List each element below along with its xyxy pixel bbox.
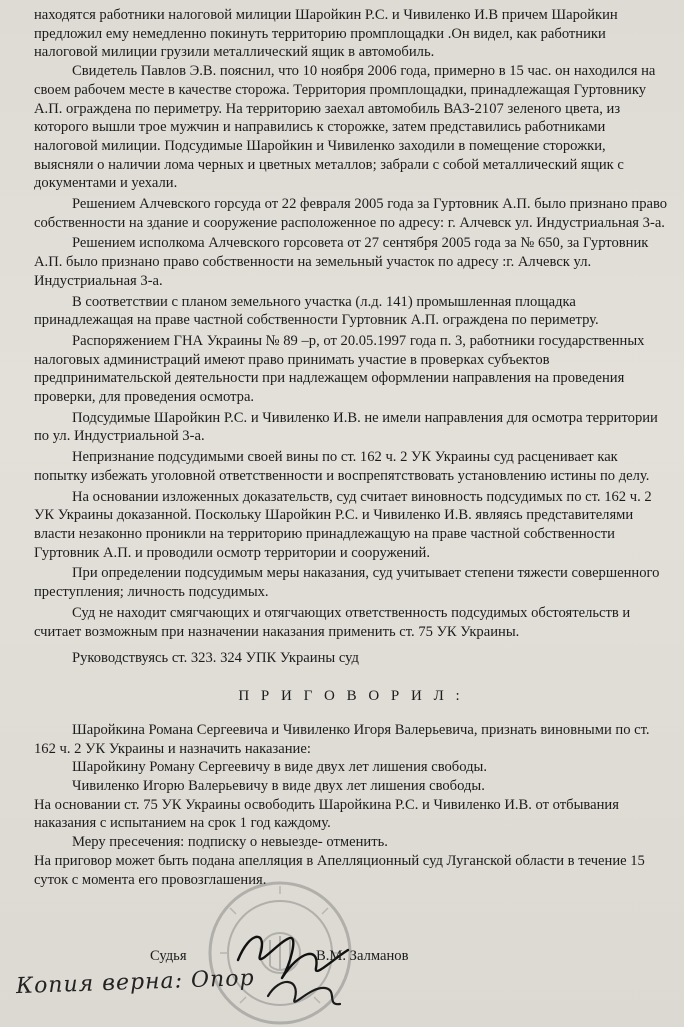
verdict-line-6: На приговор может быть подана апелляция в Апелляционный суд Луганской области в течение 15 суток с момента его провозглашения. (34, 852, 645, 888)
handwritten-signature-icon (150, 966, 350, 1016)
paragraph-12: Руководствуясь ст. 323. 324 УПК Украины суд (72, 650, 359, 667)
judge-label: Судья (150, 948, 187, 964)
paragraph-3: Решением Алчевского горсуда от 22 февраля 2005 года за Гуртовник А.П. было признано право собственности на здание и сооружение расположенное по адресу: г. Алчевск ул. Индустриальная 3-а. (34, 196, 668, 231)
verdict-line-3: Чивиленко Игорю Валерьевичу в виде двух лет лишения свободы. (72, 778, 485, 795)
paragraph-8: Непризнание подсудимыми своей вины по ст. 162 ч. 2 УК Украины суд расценивает как попытку избежать уголовной ответственности и воспрепятствовать установлению истины по делу. (34, 449, 650, 484)
paragraph-9: На основании изложенных доказательств, суд считает виновность подсудимых по ст. 162 ч. 2 УК Украины доказанной. Поскольку Шаройкин Р.С. и Чивиленко И.В. являясь представителями власти незаконно проникли на территорию принадлежащую на праве частной собственности Гуртовник А.П. и проводили осмотр территории и сооружений. (34, 488, 652, 561)
paragraph-6: Распоряжением ГНА Украины № 89 –р, от 20.05.1997 года п. 3, работники государственных налоговых администраций имеют право принимать участие в проверках субъектов предпринимательской деятельности при надлежащем оформлении направления на проведения проверки, для проведения осмотра. (34, 332, 645, 406)
verdict-line-5: Меру пресечения: подписку о невыезде- отменить. (72, 834, 388, 851)
verdict-line-2: Шаройкину Роману Сергеевичу в виде двух лет лишения свободы. (72, 759, 487, 776)
verdict-heading: П Р И Г О В О Р И Л : (238, 687, 464, 704)
paragraph-1: находятся работники налоговой милиции Шаройкин Р.С. и Чивиленко И.В причем Шаройкин предложил ему немедленно покинуть территорию промплощадки .Он видел, как работники налоговой милиции грузили металлический ящик в автомобиль. (34, 7, 618, 61)
paragraph-2: Свидетель Павлов Э.В. пояснил, что 10 ноября 2006 года, примерно в 15 час. он находился на своем рабочем месте в качестве сторожа. Территория промплощадки, принадлежащая Гуртовнику А.П. ограждена по периметру. На территорию заехал автомобиль ВАЗ-2107 зеленого цвета, из которого вышли трое мужчин и направились к сторожке, затем представились работниками налоговой милиции. Подсудимые Шаройкин и Чивиленко заходили в помещение сторожки, выясняли о наличии лома черных и цветных металлов; забрали с собой металлический ящик с документами и уехали. (34, 63, 656, 192)
verdict-line-4: На основании ст. 75 УК Украины освободить Шаройкина Р.С. и Чивиленко И.В. от отбывания наказания с испытанием на срок 1 год каждому. (34, 796, 619, 832)
judge-name: В.М. Залманов (316, 948, 409, 964)
paragraph-4: Решением исполкома Алчевского горсовета от 27 сентября 2005 года за № 650, за Гуртовник А.П. было признано право собственности на земельный участок по адресу :г. Алчевск ул. Индустриальная 3-а. (34, 235, 649, 289)
handwritten-copy-note: Копия верна: Onop (15, 965, 255, 1000)
verdict-line-1: Шаройкина Романа Сергеевича и Чивиленко Игоря Валерьевича, признать виновными по ст. 162 ч. 2 УК Украины и назначить наказание: (34, 721, 650, 757)
paragraph-10: При определении подсудимым меры наказания, суд учитывает степени тяжести совершенного преступления; личность подсудимых. (34, 565, 660, 601)
paragraph-11: Суд не находит смягчающих и отягчающих ответственность подсудимых обстоятельств и считает возможным при назначении наказания применить ст. 75 УК Украины. (34, 604, 631, 640)
paragraph-5: В соответствии с планом земельного участка (л.д. 141) промышленная площадка принадлежащая на праве частной собственности Гуртовник А.П. ограждена по периметру. (34, 293, 599, 329)
paragraph-7: Подсудимые Шаройкин Р.С. и Чивиленко И.В. не имели направления для осмотра территории по ул. Индустриальной 3-а. (34, 409, 658, 445)
